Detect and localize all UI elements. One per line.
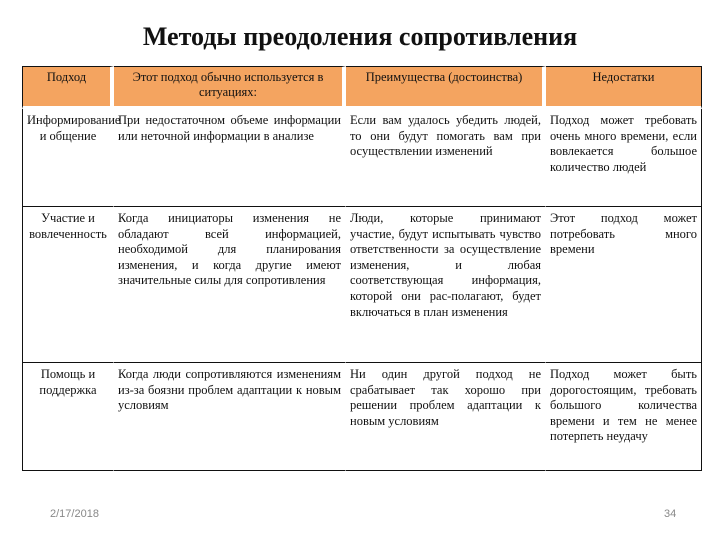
cell-advantage: Если вам удалось убедить людей, то они будут помогать вам при осуществлении изменений xyxy=(346,109,546,207)
cell-disadvantage: Этот подход может потребовать много времени xyxy=(546,207,702,363)
header-row xyxy=(22,66,702,109)
cell-approach: Участие и вовлеченность xyxy=(22,207,114,363)
cell-approach: Помощь и поддержка xyxy=(22,363,114,471)
methods-table xyxy=(22,66,702,471)
cell-situation: При недостаточном объеме информации или неточной информации в анализе xyxy=(114,109,346,207)
table-row xyxy=(22,207,702,363)
header-disadvantages: Недостатки xyxy=(546,66,702,109)
cell-disadvantage: Подход может требовать очень много времени, если вовлекается большое количество людей xyxy=(546,109,702,207)
cell-situation: Когда люди сопротивляются изменениям из-за боязни проблем адаптации к новым условиям xyxy=(114,363,346,471)
table-row xyxy=(22,109,702,207)
table-row xyxy=(22,363,702,471)
cell-approach: Информирование и общение xyxy=(22,109,114,207)
header-advantages: Преимущества (достоинства) xyxy=(346,66,546,109)
cell-advantage: Люди, которые принимают участие, будут испытывать чувство ответственности за осуществление изменения, и любая соответствующая информация, которой они рас-полагают, будет включаться в план изменения xyxy=(346,207,546,363)
slide-title: Методы преодоления сопротивления xyxy=(142,22,578,51)
cell-advantage: Ни один другой подход не срабатывает так хорошо при решении проблем адаптации к новым условиям xyxy=(346,363,546,471)
slide-number: 34 xyxy=(664,508,677,520)
cell-disadvantage: Подход может быть дорогостоящим, требовать большого количества времени и тем не менее потерпеть неудачу xyxy=(546,363,702,471)
header-situation: Этот подход обычно используется в ситуациях: xyxy=(114,66,346,109)
slide-date: 2/17/2018 xyxy=(50,508,99,520)
header-approach: Подход xyxy=(22,66,114,109)
cell-situation: Когда инициаторы изменения не обладают всей информацией, необходимой для планирования изменения, и когда другие имеют значительные силы для сопротивления xyxy=(114,207,346,363)
